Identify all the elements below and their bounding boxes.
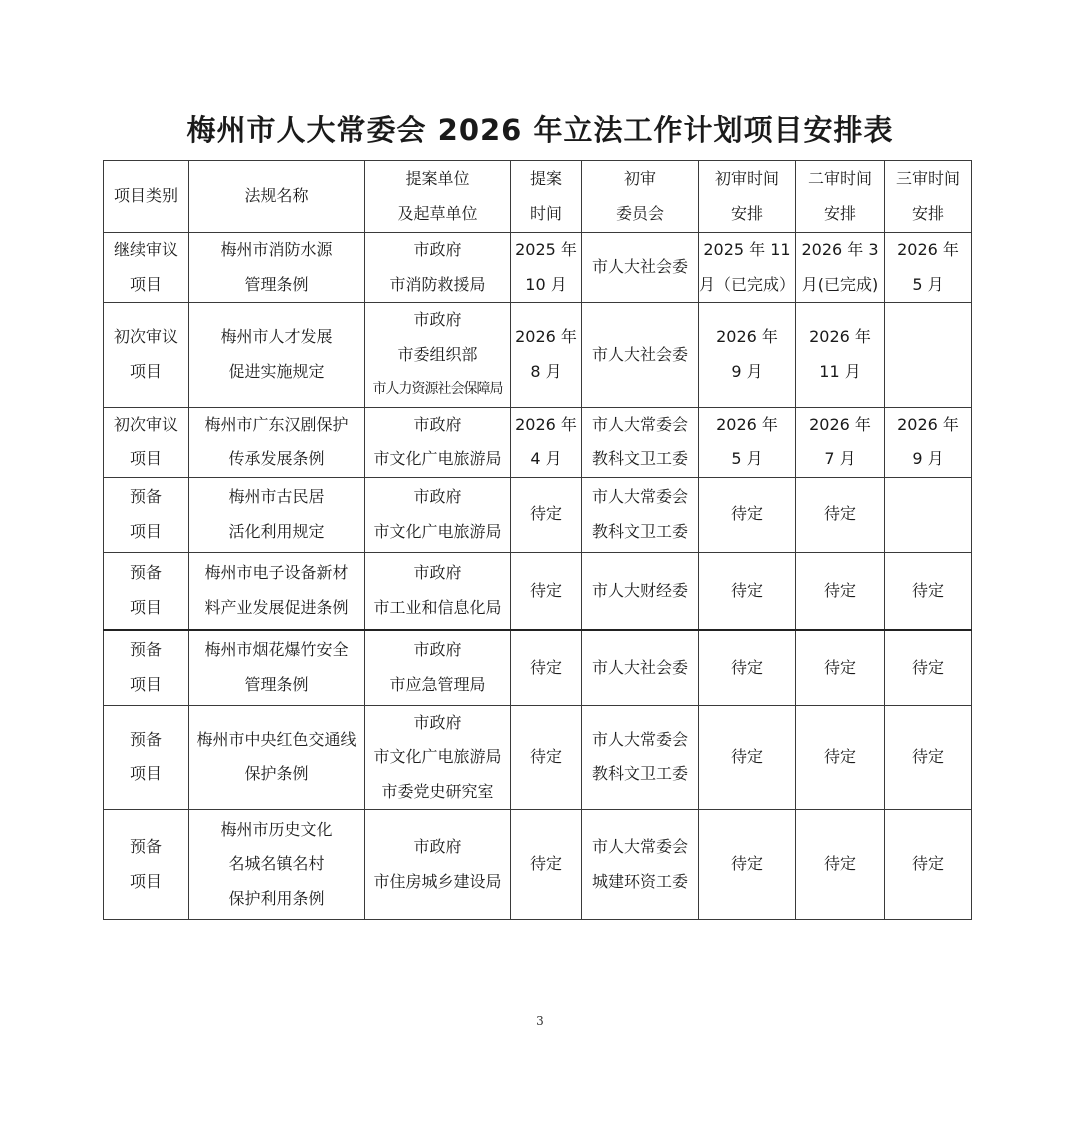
cell-category (104, 705, 189, 810)
header-cell-second (796, 161, 885, 233)
cell-category (104, 233, 189, 303)
category-line: 项目 (129, 449, 162, 468)
cell-committee (582, 705, 699, 810)
cell-proposal_time (511, 303, 582, 408)
header-cell-third (885, 161, 972, 233)
second-line: 2026 年 (809, 414, 871, 434)
proposal_time-line: 10 月 (525, 274, 567, 294)
committee-line: 市人大社会委 (591, 344, 688, 364)
proposal_time-line: 时间 (529, 203, 562, 223)
first-line: 待定 (730, 854, 763, 874)
committee-line: 市人大常委会 (591, 729, 688, 749)
first-line: 待定 (730, 504, 763, 524)
header-cell-category (104, 161, 189, 233)
committee-line: 市人大财经委 (591, 580, 688, 600)
committee-line: 委员会 (615, 203, 664, 223)
second-line: 待定 (823, 657, 856, 677)
category-line: 项目 (129, 597, 162, 617)
cell-proposer (365, 552, 511, 630)
category-line: 预备 (129, 487, 162, 506)
proposal_time-line: 2026 年 (515, 327, 577, 347)
cell-category (104, 477, 189, 552)
third-line: 待定 (911, 657, 944, 677)
proposer-line: 市政府 (413, 487, 462, 506)
cell-proposer (365, 233, 511, 303)
cell-proposer (365, 705, 511, 810)
cell-third (885, 630, 972, 705)
table-row (104, 552, 972, 630)
name-line: 促进实施规定 (228, 361, 325, 381)
second-line: 2026 年 3 (801, 240, 879, 259)
third-line: 9 月 (912, 449, 944, 468)
first-line: 9 月 (731, 361, 763, 381)
proposer-line: 市政府 (413, 240, 462, 259)
third-line: 待定 (911, 747, 944, 766)
cell-third (885, 810, 972, 920)
proposal_time-line: 提案 (529, 169, 562, 188)
first-line: 安排 (730, 203, 763, 223)
second-line: 待定 (823, 504, 856, 524)
name-line: 保护利用条例 (228, 888, 325, 908)
table-row (104, 477, 972, 552)
proposer-line: 市工业和信息化局 (373, 597, 502, 617)
cell-third (885, 233, 972, 303)
third-line: 待定 (911, 854, 944, 874)
header-cell-committee (582, 161, 699, 233)
name-line: 梅州市历史文化 (220, 819, 333, 839)
category-line: 预备 (129, 640, 162, 660)
second-line: 待定 (823, 747, 856, 766)
committee-line: 教科文卫工委 (591, 764, 688, 784)
name-line: 保护条例 (244, 764, 309, 784)
committee-line: 市人大常委会 (591, 487, 688, 506)
proposer-line: 及起草单位 (397, 203, 478, 223)
category-line: 继续审议 (113, 240, 178, 259)
category-line: 项目 (129, 764, 162, 784)
cell-proposal_time (511, 552, 582, 630)
first-line: 待定 (730, 747, 763, 766)
first-line: 月（已完成） (699, 274, 795, 294)
cell-first (699, 630, 796, 705)
cell-proposal_time (511, 630, 582, 705)
cell-second (796, 407, 885, 477)
proposal_time-line: 4 月 (530, 449, 562, 468)
proposer-line: 市政府 (413, 414, 462, 434)
committee-line: 市人大社会委 (591, 657, 688, 677)
header-cell-first (699, 161, 796, 233)
cell-second (796, 705, 885, 810)
first-line: 2025 年 11 (703, 240, 791, 259)
proposer-line: 市政府 (413, 563, 462, 583)
cell-proposer (365, 630, 511, 705)
cell-first (699, 552, 796, 630)
cell-proposer (365, 477, 511, 552)
first-line: 2026 年 (716, 327, 778, 347)
category-line: 项目 (129, 274, 162, 294)
name-line: 梅州市人才发展 (220, 327, 333, 347)
third-line: 5 月 (912, 274, 944, 294)
third-line: 待定 (911, 580, 944, 600)
committee-line: 市人大社会委 (591, 257, 688, 277)
cell-third (885, 705, 972, 810)
second-line: 二审时间 (807, 169, 872, 188)
table-row (104, 705, 972, 810)
second-line: 11 月 (819, 361, 861, 381)
category-line: 预备 (129, 837, 162, 856)
cell-committee (582, 407, 699, 477)
cell-first (699, 705, 796, 810)
cell-third (885, 407, 972, 477)
cell-committee (582, 552, 699, 630)
proposal_time-line: 待定 (529, 580, 562, 600)
committee-line: 教科文卫工委 (591, 449, 688, 468)
first-line: 2026 年 (716, 414, 778, 434)
proposer-line: 市文化广电旅游局 (373, 449, 502, 468)
cell-committee (582, 233, 699, 303)
page-number: 3 (536, 1014, 544, 1028)
proposer-line: 市委党史研究室 (381, 781, 494, 801)
name-line: 梅州市电子设备新材 (204, 563, 349, 583)
second-line: 待定 (823, 854, 856, 874)
name-line: 梅州市古民居 (228, 487, 325, 506)
table-row (104, 303, 972, 408)
cell-first (699, 477, 796, 552)
cell-first (699, 233, 796, 303)
category-line: 项目类别 (113, 186, 178, 206)
cell-category (104, 552, 189, 630)
second-line: 2026 年 (809, 327, 871, 347)
name-line: 管理条例 (244, 674, 309, 694)
category-line: 项目 (129, 521, 162, 541)
cell-category (104, 810, 189, 920)
committee-line: 初审 (623, 169, 656, 188)
proposer-line: 市委组织部 (397, 344, 478, 364)
name-line: 料产业发展促进条例 (204, 597, 349, 617)
second-line: 月(已完成) (801, 274, 879, 294)
cell-name (189, 630, 365, 705)
cell-proposer (365, 810, 511, 920)
name-line: 传承发展条例 (228, 449, 325, 468)
cell-second (796, 303, 885, 408)
cell-second (796, 630, 885, 705)
proposal_time-line: 待定 (529, 854, 562, 874)
header-cell-proposer (365, 161, 511, 233)
cell-committee (582, 630, 699, 705)
first-line: 待定 (730, 580, 763, 600)
cell-second (796, 477, 885, 552)
proposer-line: 市住房城乡建设局 (373, 871, 502, 891)
committee-line: 教科文卫工委 (591, 521, 688, 541)
cell-proposal_time (511, 705, 582, 810)
table-row (104, 233, 972, 303)
cell-third (885, 303, 972, 408)
category-line: 项目 (129, 871, 162, 891)
cell-proposer (365, 303, 511, 408)
category-line: 项目 (129, 674, 162, 694)
committee-line: 城建环资工委 (591, 871, 688, 891)
category-line: 项目 (129, 361, 162, 381)
cell-third (885, 477, 972, 552)
proposal_time-line: 2026 年 (515, 414, 577, 434)
proposer-line: 市文化广电旅游局 (373, 521, 502, 541)
proposal_time-line: 待定 (529, 747, 562, 766)
name-line: 名城名镇名村 (228, 854, 325, 874)
table-header-row (104, 161, 972, 233)
cell-name (189, 477, 365, 552)
table-row (104, 810, 972, 920)
cell-proposer (365, 407, 511, 477)
proposal_time-line: 2025 年 (515, 240, 577, 259)
cell-category (104, 407, 189, 477)
cell-proposal_time (511, 407, 582, 477)
name-line: 梅州市消防水源 (220, 240, 333, 259)
proposer-line: 市政府 (413, 310, 462, 329)
category-line: 预备 (129, 729, 162, 749)
proposal_time-line: 待定 (529, 504, 562, 524)
name-line: 梅州市烟花爆竹安全 (204, 640, 349, 660)
cell-first (699, 407, 796, 477)
cell-name (189, 233, 365, 303)
proposal_time-line: 待定 (529, 657, 562, 677)
cell-category (104, 630, 189, 705)
cell-second (796, 810, 885, 920)
category-line: 初次审议 (113, 327, 178, 347)
proposer-line: 提案单位 (405, 169, 470, 188)
proposer-line: 市政府 (413, 837, 462, 856)
first-line: 待定 (730, 657, 763, 677)
third-line: 2026 年 (897, 414, 959, 434)
name-line: 梅州市广东汉剧保护 (204, 414, 349, 434)
cell-name (189, 705, 365, 810)
proposer-line: 市政府 (413, 712, 462, 732)
header-cell-name (189, 161, 365, 233)
first-line: 5 月 (731, 449, 763, 468)
table-row (104, 407, 972, 477)
proposer-line: 市政府 (413, 640, 462, 660)
cell-proposal_time (511, 477, 582, 552)
cell-committee (582, 477, 699, 552)
cell-name (189, 552, 365, 630)
cell-committee (582, 303, 699, 408)
cell-name (189, 810, 365, 920)
header-cell-proposal_time (511, 161, 582, 233)
second-line: 安排 (823, 203, 856, 223)
third-line: 安排 (911, 203, 944, 223)
cell-first (699, 303, 796, 408)
second-line: 待定 (823, 580, 856, 600)
second-line: 7 月 (824, 449, 856, 468)
page-title: 梅州市人大常委会 2026 年立法工作计划项目安排表 (186, 113, 894, 147)
cell-name (189, 407, 365, 477)
cell-category (104, 303, 189, 408)
cell-second (796, 552, 885, 630)
cell-second (796, 233, 885, 303)
name-line: 梅州市中央红色交通线 (196, 729, 357, 749)
category-line: 预备 (129, 563, 162, 583)
category-line: 初次审议 (113, 414, 178, 434)
third-line: 2026 年 (897, 240, 959, 259)
third-line: 三审时间 (895, 169, 960, 188)
cell-committee (582, 810, 699, 920)
name-line: 管理条例 (244, 274, 309, 294)
cell-first (699, 810, 796, 920)
cell-proposal_time (511, 810, 582, 920)
name-line: 法规名称 (244, 186, 309, 206)
proposer-line: 市应急管理局 (389, 674, 486, 694)
proposer-line: 市文化广电旅游局 (373, 747, 502, 766)
committee-line: 市人大常委会 (591, 414, 688, 434)
proposal_time-line: 8 月 (530, 361, 562, 381)
proposer-line: 市人力资源社会保障局 (372, 381, 503, 397)
cell-name (189, 303, 365, 408)
cell-proposal_time (511, 233, 582, 303)
committee-line: 市人大常委会 (591, 837, 688, 856)
legislative-plan-table (103, 160, 972, 920)
first-line: 初审时间 (714, 169, 779, 188)
proposer-line: 市消防救援局 (389, 274, 486, 294)
table-row (104, 630, 972, 705)
name-line: 活化利用规定 (228, 521, 325, 541)
cell-third (885, 552, 972, 630)
